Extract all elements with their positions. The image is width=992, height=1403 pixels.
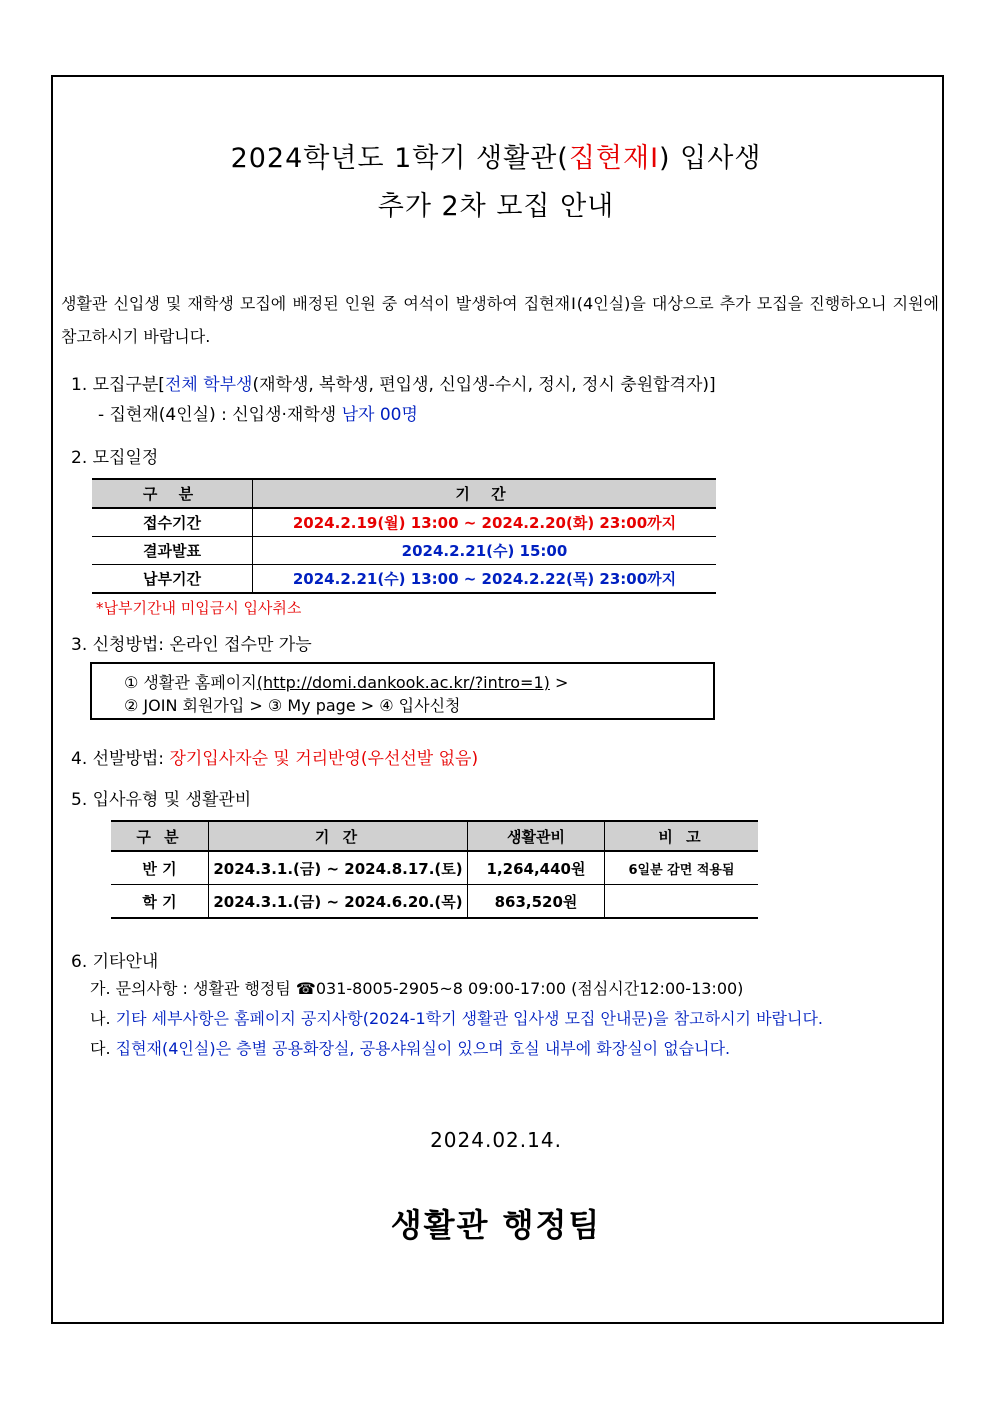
schedule-header-category: 구 분: [92, 479, 253, 508]
fee-table: 구 분 기 간 생활관비 비 고 반 기 2024.3.1.(금) ~ 2024.8.17.(토) 1,264,440원 6일분 감면 적용됨 학 기 2024.3.1.(금) ~ 2024.6.20.(목) 863,520원: [111, 820, 758, 919]
homepage-link[interactable]: (http://domi.dankook.ac.kr/?intro=1): [256, 673, 550, 692]
section-1-heading: 1. 모집구분[전체 학부생(재학생, 복학생, 편입생, 신입생-수시, 정시, 정시 충원합격자)]: [71, 375, 716, 395]
contact-info: 가. 문의사항 : 생활관 행정팀 ☎031-8005-2905~8 09:00-17:00 (점심시간12:00-13:00): [90, 979, 744, 998]
section-4-heading: 4. 선발방법: 장기입사자순 및 거리반영(우선선발 없음): [71, 749, 479, 769]
application-steps-box: [90, 662, 715, 720]
title-line-1: 2024학년도 1학기 생활관(집현재Ⅰ) 입사생: [230, 143, 762, 174]
issuer-name: 생활관 행정팀: [390, 1206, 602, 1244]
table-row: 결과발표 2024.2.21(수) 15:00: [92, 537, 716, 565]
title-highlight: 집현재Ⅰ: [568, 143, 660, 174]
section-6-heading: 6. 기타안내: [71, 952, 159, 972]
schedule-header-period: 기 간: [253, 479, 717, 508]
title-line-2: 추가 2차 모집 안내: [377, 191, 615, 222]
section-5-heading: 5. 입사유형 및 생활관비: [71, 790, 252, 810]
restroom-notice: 다. 집현재(4인실)은 층별 공용화장실, 공용샤워실이 있으며 호실 내부에 화장실이 없습니다.: [90, 1039, 731, 1058]
section-1-sub: - 집현재(4인실) : 신입생·재학생 남자 00명: [98, 405, 418, 425]
issue-date: 2024.02.14.: [430, 1128, 562, 1152]
section-2-heading: 2. 모집일정: [71, 448, 159, 468]
table-row: 반 기 2024.3.1.(금) ~ 2024.8.17.(토) 1,264,440원 6일분 감면 적용됨: [111, 851, 758, 885]
table-row: 학 기 2024.3.1.(금) ~ 2024.6.20.(목) 863,520원: [111, 885, 758, 919]
intro-paragraph: 생활관 신입생 및 재학생 모집에 배정된 인원 중 여석이 발생하여 집현재Ⅰ(4인실)을 대상으로 추가 모집을 진행하오니 지원에 참고하시기 바랍니다.: [61, 294, 939, 346]
payment-note: *납부기간내 미입금시 입사취소: [96, 599, 302, 617]
section-3-heading: 3. 신청방법: 온라인 접수만 가능: [71, 635, 312, 655]
table-row: 접수기간 2024.2.19(월) 13:00 ~ 2024.2.20(화) 23:00까지: [92, 508, 716, 537]
table-row: 납부기간 2024.2.21(수) 13:00 ~ 2024.2.22(목) 23:00까지: [92, 565, 716, 594]
detail-notice: 나. 기타 세부사항은 홈페이지 공지사항(2024-1학기 생활관 입사생 모집 안내문)을 참고하시기 바랍니다.: [90, 1009, 823, 1028]
schedule-table: [92, 478, 716, 594]
application-step-2: ② JOIN 회원가입 > ③ My page > ④ 입사신청: [124, 696, 461, 715]
application-step-1: ① 생활관 홈페이지(http://domi.dankook.ac.kr/?intro=1) >: [124, 673, 569, 692]
